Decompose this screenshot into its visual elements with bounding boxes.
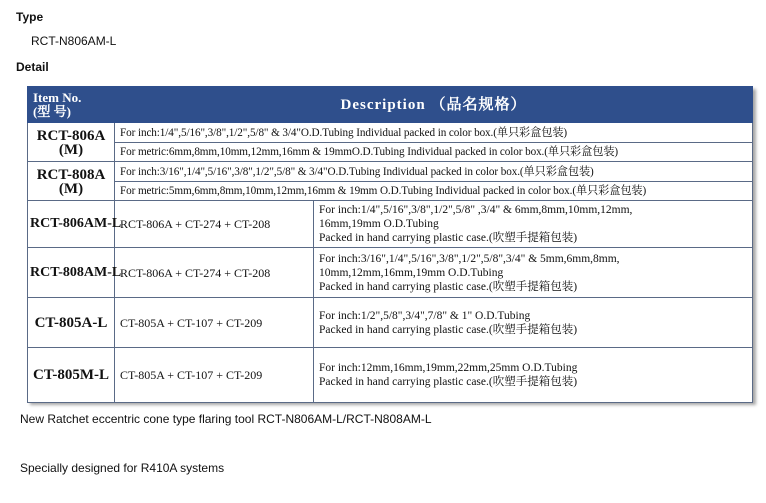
header-item-no <box>28 87 115 123</box>
caption-product-name: New Ratchet eccentric cone type flaring tool RCT-N806AM-L/RCT-N808AM-L <box>20 412 432 426</box>
description-line: For inch:3/16",1/4",5/16",3/8",1/2",5/8",3/4" & 5mm,6mm,8mm, <box>319 252 620 265</box>
kit-description <box>314 248 753 298</box>
description-line: For inch:1/2",5/8",3/4",7/8" & 1" O.D.Tubing <box>319 309 531 322</box>
kit-components: CT-805A + CT-107 + CT-209 <box>115 348 314 403</box>
item-code-suffix: (M) <box>28 143 115 162</box>
kit-description <box>314 348 753 403</box>
header-item-no-en: Item No. <box>33 89 82 105</box>
kit-components: CT-805A + CT-107 + CT-209 <box>115 298 314 348</box>
description-line: Packed in hand carrying plastic case.(吹塑手提箱包装) <box>319 323 578 336</box>
description-line: 16mm,19mm O.D.Tubing <box>319 218 439 230</box>
header-item-no-cn: (型 号) <box>33 103 71 119</box>
description-line: Packed in hand carrying plastic case.(吹塑手提箱包装) <box>319 232 578 244</box>
description-line: 10mm,12mm,16mm,19mm O.D.Tubing <box>319 266 504 279</box>
item-code: RCT-806A <box>28 123 115 143</box>
item-code: RCT-806AM-L <box>28 201 115 248</box>
detail-label: Detail <box>16 60 49 74</box>
description-line: For inch:1/4",5/16",3/8",1/2",5/8" & 3/4"O.D.Tubing Individual packed in color box.(单只彩盒包装) <box>115 123 753 143</box>
description-line: For inch:1/4",5/16",3/8",1/2",5/8" ,3/4" & 6mm,8mm,10mm,12mm, <box>319 204 633 216</box>
product-table <box>27 86 753 403</box>
item-code: RCT-808AM-L <box>28 248 115 298</box>
kit-description <box>314 298 753 348</box>
kit-components: RCT-806A + CT-274 + CT-208 <box>115 248 314 298</box>
kit-description <box>314 201 753 248</box>
type-label: Type <box>16 10 44 24</box>
description-line: For metric:5mm,6mm,8mm,10mm,12mm,16mm & 19mm O.D.Tubing Individual packed in color box.(单只彩盒包装) <box>115 182 753 201</box>
product-table-image <box>27 86 753 402</box>
item-code-suffix: (M) <box>28 182 115 201</box>
description-line: Packed in hand carrying plastic case.(吹塑手提箱包装) <box>319 280 578 293</box>
description-line: Packed in hand carrying plastic case.(吹塑手提箱包装) <box>319 376 578 388</box>
description-line: For inch:3/16",1/4",5/16",3/8",1/2",5/8" & 3/4"O.D.Tubing Individual packed in color box.(单只彩盒包装) <box>115 162 753 182</box>
kit-components: RCT-806A + CT-274 + CT-208 <box>115 201 314 248</box>
description-line: For metric:6mm,8mm,10mm,12mm,16mm & 19mmO.D.Tubing Individual packed in color box.(单只彩盒包装) <box>115 143 753 162</box>
header-description: Description （品名规格） <box>115 87 753 123</box>
type-value: RCT-N806AM-L <box>31 34 117 48</box>
caption-r410a: Specially designed for R410A systems <box>20 461 225 475</box>
description-line: For inch:12mm,16mm,19mm,22mm,25mm O.D.Tubing <box>319 362 578 374</box>
item-code: CT-805M-L <box>28 348 115 403</box>
item-code: RCT-808A <box>28 162 115 182</box>
item-code: CT-805A-L <box>28 298 115 348</box>
